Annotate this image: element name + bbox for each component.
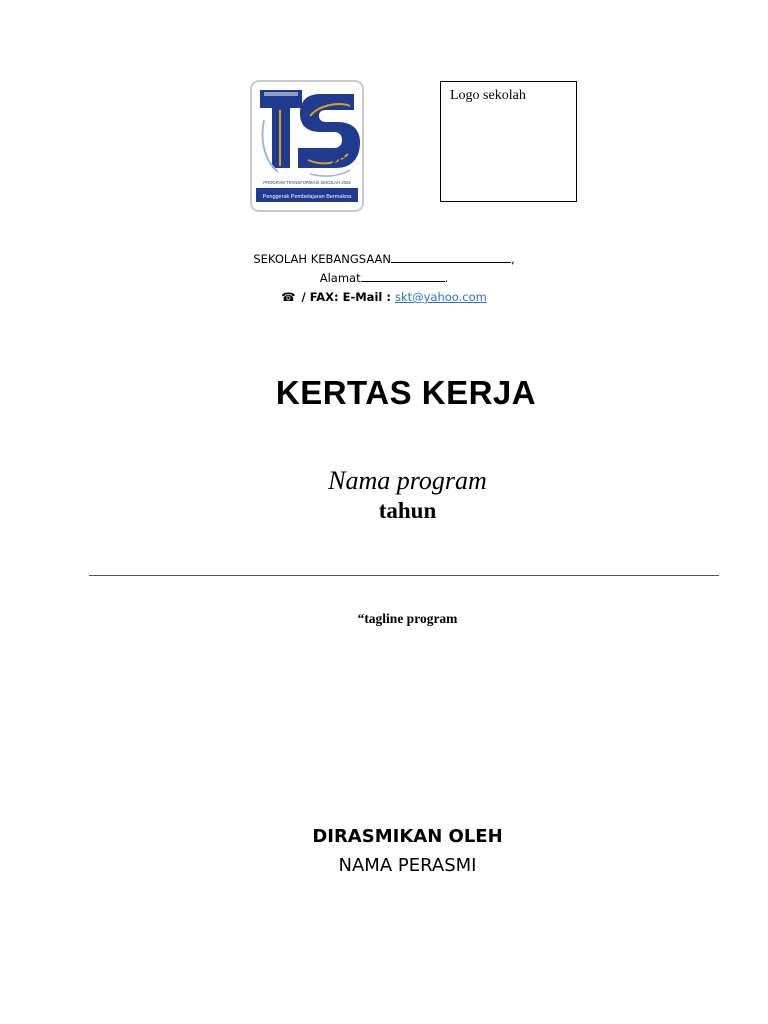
ts25-logo xyxy=(250,80,364,212)
school-name-blank[interactable] xyxy=(391,250,511,263)
document-title: KERTAS KERJA xyxy=(275,374,537,411)
address-suffix: . xyxy=(444,271,449,285)
program-name: Nama program xyxy=(328,466,487,495)
school-logo-placeholder xyxy=(440,81,577,202)
school-info xyxy=(0,250,768,307)
school-name-line xyxy=(0,250,768,269)
school-logo-label: Logo sekolah xyxy=(450,88,526,103)
svg-text:PROGRAM TRANSFORMASI SEKOLAH 2: PROGRAM TRANSFORMASI SEKOLAH 2025 xyxy=(263,180,351,185)
horizontal-divider xyxy=(89,575,719,576)
officiator-name: NAMA PERASMI xyxy=(338,855,477,876)
contact-line xyxy=(0,288,768,307)
address-blank[interactable] xyxy=(361,269,445,282)
address-line xyxy=(0,269,768,288)
program-tagline: “tagline program xyxy=(357,611,458,626)
svg-text:Penggerak Pembelajaran Bermakn: Penggerak Pembelajaran Bermakna xyxy=(262,194,352,200)
school-name-suffix: , xyxy=(510,252,515,266)
officiated-by-label: DIRASMIKAN OLEH xyxy=(312,826,503,847)
program-year: tahun xyxy=(378,498,437,523)
contact-label: / FAX: E-Mail : xyxy=(301,290,391,304)
address-label: Alamat xyxy=(319,271,361,285)
telephone-icon: ☎ xyxy=(281,290,296,304)
svg-text:25: 25 xyxy=(330,153,346,169)
email-link[interactable]: skt@yahoo.com xyxy=(394,290,487,304)
school-name-label: SEKOLAH KEBANGSAAN xyxy=(253,252,391,266)
